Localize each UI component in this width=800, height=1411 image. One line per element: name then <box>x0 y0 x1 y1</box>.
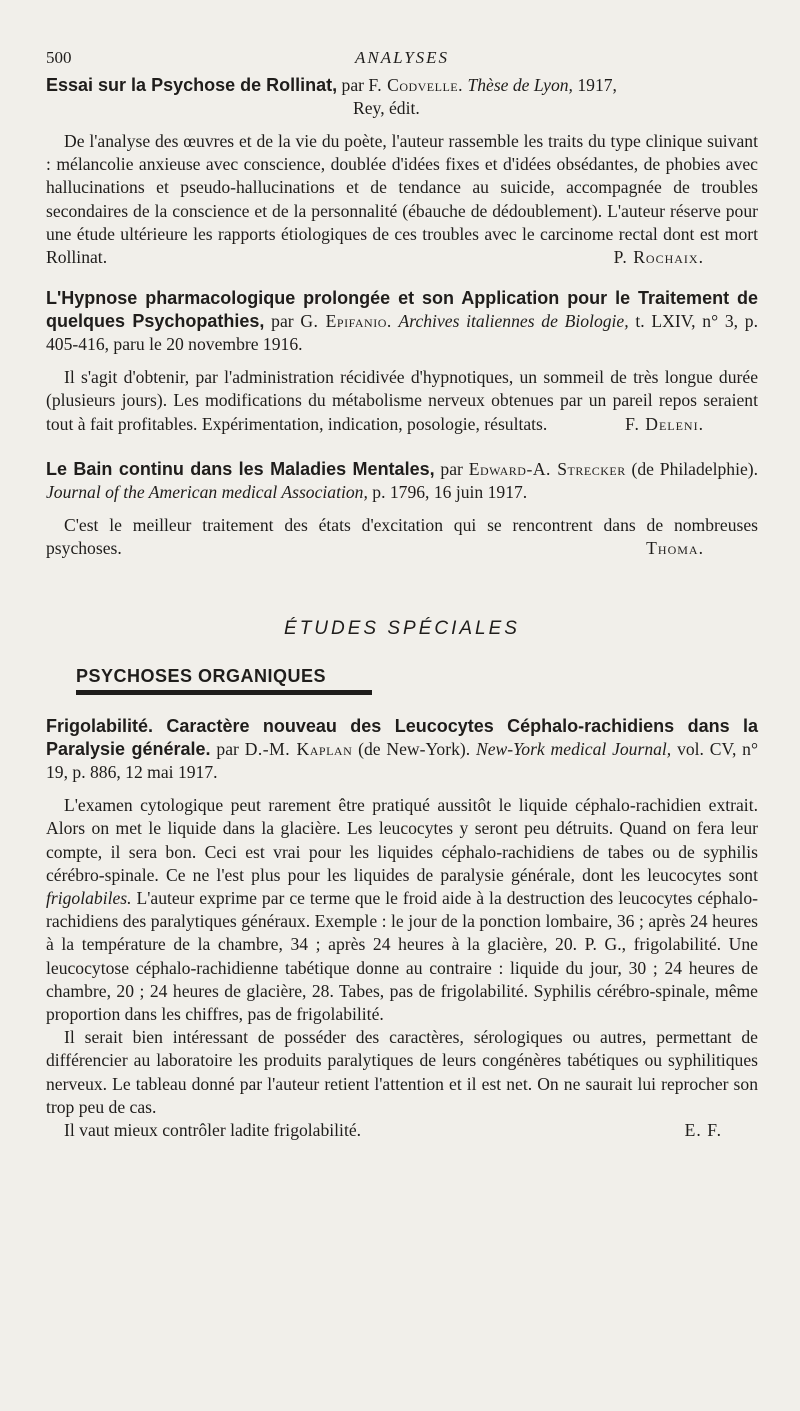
entry-body <box>46 514 758 560</box>
entry-ref: t. LXIV, n° 3, p. 405-416, paru le 20 novembre 1916. <box>46 311 758 355</box>
entry-signature: E. F. <box>684 1120 722 1141</box>
entry-paragraph <box>46 514 758 560</box>
entry-paragraph <box>46 794 758 1026</box>
entry-signature: F. Deleni. <box>625 413 704 434</box>
entry-place: (de Philadelphie). <box>631 458 759 479</box>
entry-body <box>46 366 758 436</box>
entry-author: D.-M. Kaplan <box>244 739 353 760</box>
entry-signature: Thoma. <box>646 538 704 559</box>
entry-title: Essai sur la Psychose de Rollinat, <box>46 75 338 95</box>
page <box>46 48 758 1142</box>
paragraph-text: L'examen cytologique peut rarement être pratiqué aussitôt le liquide céphalo-rachidien extrait. Alors on met le liquide dans la glacière. Les leucocytes y seront peu détruits. Quand on fera leur compte, il sera bon. Ceci est vrai pour les liquides céphalo-rachidiens de tabes ou de syphilis cérébro-spinale. Ce ne l'est plus pour les liquides de paralysie générale, dont les leucocytes sont <box>46 795 758 885</box>
entry-body <box>46 130 758 269</box>
entry-paragraph-text: Il s'agit d'obtenir, par l'administration récidivée d'hypnotiques, un sommeil de très longue durée (plusieurs jours). Les modifications du métabolisme nerveux obtenues par un pareil repos seraient tout à fait profitables. Expérimentation, indication, posologie, résultats. <box>46 367 758 434</box>
entry-signature: P. Rochaix. <box>613 247 704 268</box>
entry-by: par <box>271 311 294 332</box>
entry-source: Thèse de Lyon, <box>467 75 573 95</box>
entry-body <box>46 794 758 1142</box>
emphasis-term: frigolabiles. <box>46 888 132 909</box>
entry-author: G. Epifanio. <box>300 311 392 332</box>
subsection-title: PSYCHOSES ORGANIQUES <box>76 666 372 695</box>
running-title: ANALYSES <box>354 48 450 67</box>
review-entry-bain-continu <box>46 458 758 560</box>
entry-title: Le Bain continu dans les Maladies Mentales, <box>46 458 435 479</box>
entry-source: Journal of the American medical Association, <box>46 481 368 502</box>
entry-title: L'Hypnose pharmacologique prolongée et son Application pour le Traitement de quelques Psychopathies, <box>46 288 758 332</box>
section-title: ÉTUDES SPÉCIALES <box>284 618 520 640</box>
entry-heading <box>46 287 758 356</box>
entry-source: Archives italiennes de Biologie, <box>398 311 629 332</box>
paragraph-text: L'auteur exprime par ce terme que le froid aide à la destruction des leucocytes céphalo-rachidiens des paralytiques généraux. Exemple : le jour de la ponction lombaire, 36 ; après 24 heures à la température de la chambre, 34 ; après 24 heures à la glacière, 20. P. G., frigolabilité. Une leucocytose céphalo-rachidienne tabétique donne au contraire : liquide du jour, 30 ; 24 heures de chambre, 20 ; 24 heures de glacière, 28. Tabes, pas de frigolabilité. Syphilis cérébro-spinale, même proportion dans les chiffres, pas de frigolabilité. <box>46 888 758 1025</box>
entry-heading <box>46 715 758 784</box>
entry-author: Edward-A. Strecker <box>468 458 626 479</box>
entry-heading <box>46 458 758 504</box>
page-number: 500 <box>46 48 72 67</box>
entry-year: 1917, <box>577 75 617 95</box>
entry-paragraph: Il serait bien intéressant de posséder des caractères, sérologiques ou autres, permettant de différencier au laboratoire les produits paralytiques de leurs congénères tabétiques ou syphilitiques nerveux. Le tableau donné par l'auteur retient l'attention et il est net. On ne saurait lui reprocher son trop peu de cas. <box>46 1027 758 1117</box>
review-entry-hypnose <box>46 287 758 436</box>
entry-by: par <box>440 458 463 479</box>
review-entry-frigolabilite <box>46 715 758 1142</box>
entry-place: (de New-York). <box>358 739 471 760</box>
entry-paragraph <box>46 366 758 436</box>
review-entry-rollinat <box>46 74 758 269</box>
entry-author: F. Codvelle. <box>368 75 464 95</box>
entry-by: par <box>341 75 364 95</box>
entry-paragraph-text: De l'analyse des œuvres et de la vie du poète, l'auteur rassemble les traits du type clinique suivant : mélancolie anxieuse avec conscience, doublée d'idées fixes et d'idées obsédantes, de phobies avec hallucinations et pseudo-hallucinations et de tendance au suicide, accompagnée de troubles secondaires de la conscience et de la personnalité (ébauche de dédoublement). L'auteur réserve pour une étude ultérieure les rapports étiologiques de ces troubles avec le carcinome rectal dont est mort Rollinat. <box>46 131 758 268</box>
entry-heading <box>46 74 758 120</box>
entry-publisher: Rey, édit. <box>353 98 420 118</box>
running-header <box>46 48 758 74</box>
entry-ref: p. 1796, 16 juin 1917. <box>372 481 528 502</box>
paragraph-text: Il vaut mieux contrôler ladite frigolabilité. <box>64 1120 362 1141</box>
entry-paragraph <box>46 130 758 269</box>
entry-title: Frigolabilité. Caractère nouveau des Leucocytes Céphalo-rachidiens dans la Paralysie générale. <box>46 716 758 760</box>
entry-by: par <box>216 739 239 760</box>
entry-source: New-York medical Journal, <box>475 739 672 760</box>
entry-ref: vol. CV, n° 19, p. 886, 12 mai 1917. <box>46 739 759 783</box>
entry-paragraph-text: C'est le meilleur traitement des états d'excitation qui se rencontrent dans de nombreuses psychoses. <box>46 514 758 559</box>
entry-paragraph <box>46 1119 758 1142</box>
